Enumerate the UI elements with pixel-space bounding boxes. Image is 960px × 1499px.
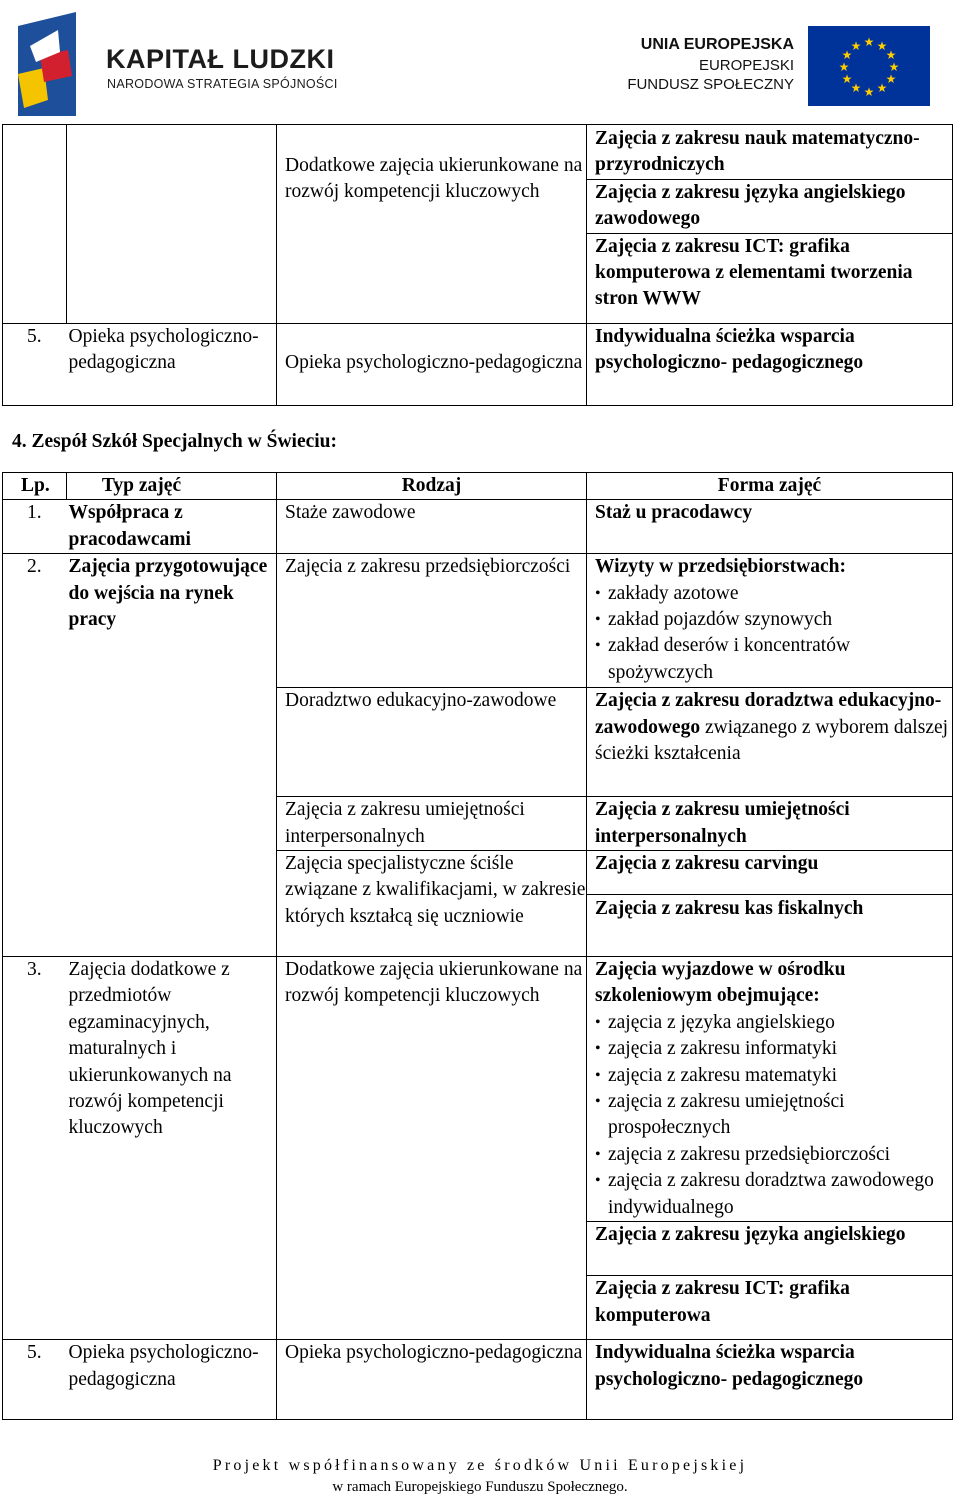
list-item: • zakład pojazdów szynowych	[595, 607, 952, 633]
table-zss-swiecie	[2, 472, 953, 1420]
typ-cell: Zajęcia przygotowujące do wejścia na rynek pracy	[67, 554, 277, 957]
forma-cell: Indywidualna ścieżka wsparcia psychologiczno- pedagogicznego	[587, 1340, 953, 1420]
list-item: • zakłady azotowe	[595, 581, 952, 607]
forma-cell	[587, 688, 953, 797]
svg-text:★: ★	[838, 60, 850, 74]
table-header-row	[3, 473, 953, 500]
forma-item: Zajęcia z zakresu ICT: grafika komputerowa z elementami tworzenia stron WWW	[587, 233, 952, 313]
forma-item: Zajęcia z zakresu carvingu	[595, 853, 819, 875]
forma-item: Zajęcia z zakresu kas fiskalnych	[587, 894, 952, 953]
rodzaj-cell: Opieka psychologiczno-pedagogiczna	[277, 1340, 587, 1420]
eu-line3: FUNDUSZ SPOŁECZNY	[627, 76, 794, 93]
typ-cell: Opieka psychologiczno-pedagogiczna	[67, 324, 277, 406]
row-number: 5.	[3, 1340, 67, 1420]
table-row	[3, 125, 953, 324]
visit-list	[595, 581, 952, 687]
eu-line2: EUROPEJSKI	[698, 57, 794, 74]
forma-item: Zajęcia z zakresu języka angielskiego zawodowego	[587, 179, 952, 233]
rodzaj-cell: Doradztwo edukacyjno-zawodowe	[277, 688, 587, 797]
list-item: • zajęcia z języka angielskiego	[595, 1010, 952, 1036]
forma-cell	[587, 125, 953, 324]
forma-title: Zajęcia wyjazdowe w ośrodku szkoleniowym obejmujące:	[595, 959, 846, 1007]
list-item: • zajęcia z zakresu umiejętności prospołecznych	[595, 1089, 952, 1142]
forma-item: Zajęcia z zakresu nauk matematyczno- przyrodniczych	[595, 128, 920, 176]
header-typ: Typ zajęć	[67, 473, 277, 500]
trip-list	[595, 1010, 952, 1221]
rodzaj-cell: Zajęcia z zakresu przedsiębiorczości	[277, 554, 587, 688]
rodzaj-cell: Zajęcia z zakresu umiejętności interpersonalnych	[277, 797, 587, 851]
list-item: • zakład deserów i koncentratów spożywczych	[595, 633, 952, 686]
list-item: • zajęcia z zakresu doradztwa zawodowego indywidualnego	[595, 1168, 952, 1221]
forma-cell: Zajęcia z zakresu umiejętności interpersonalnych	[587, 797, 953, 851]
forma-cell: Staż u pracodawcy	[587, 500, 953, 554]
typ-cell: Współpraca z pracodawcami	[67, 500, 277, 554]
table-continued	[2, 124, 953, 406]
forma-cell	[587, 957, 953, 1222]
rodzaj-cell: Staże zawodowe	[277, 500, 587, 554]
svg-text:★: ★	[885, 48, 897, 62]
table-row	[3, 957, 953, 1222]
rodzaj-cell: Dodatkowe zajęcia ukierunkowane na rozwój kompetencji kluczowych	[277, 957, 587, 1340]
rodzaj-text: Opieka psychologiczno-pedagogiczna	[285, 352, 583, 373]
eu-flag-icon	[808, 26, 930, 106]
kapital-ludzki-title: KAPITAŁ LUDZKI	[106, 44, 335, 74]
forma-bold-text: Zajęcia z zakresu doradztwa edukacyjno- zawodowego	[595, 690, 942, 738]
svg-text:★: ★	[841, 72, 853, 86]
rodzaj-cell: Zajęcia specjalistyczne ściśle związane z kwalifikacjami, w zakresie których kształcą się uczniowie	[277, 851, 587, 957]
kapital-ludzki-subtitle: NARODOWA STRATEGIA SPÓJNOŚCI	[107, 77, 338, 91]
table-row	[3, 1340, 953, 1420]
rodzaj-cell	[277, 324, 587, 406]
forma-cell: Zajęcia z zakresu języka angielskiego	[587, 1222, 953, 1276]
row-number: 2.	[3, 554, 67, 957]
svg-text:★: ★	[876, 81, 888, 95]
footer-line2: w ramach Europejskiego Funduszu Społecznego.	[332, 1479, 628, 1495]
svg-text:★: ★	[863, 85, 875, 99]
rodzaj-text: Dodatkowe zajęcia ukierunkowane na rozwój kompetencji kluczowych	[285, 155, 583, 203]
eu-title: UNIA EUROPEJSKA	[640, 36, 794, 53]
row-number: 3.	[3, 957, 67, 1340]
table-row	[3, 324, 953, 406]
kapital-ludzki-logo	[14, 12, 80, 116]
list-item: • zajęcia z zakresu przedsiębiorczości	[595, 1142, 952, 1168]
kapital-ludzki-emblem-icon	[14, 12, 80, 116]
forma-cell: Indywidualna ścieżka wsparcia psychologiczno- pedagogicznego	[587, 324, 953, 406]
rodzaj-cell	[277, 125, 587, 324]
eu-flag	[808, 26, 930, 106]
svg-text:★: ★	[876, 39, 888, 53]
section-title: 4. Zespół Szkół Specjalnych w Świeciu:	[12, 431, 338, 452]
header-forma: Forma zajęć	[587, 473, 953, 500]
list-item: • zajęcia z zakresu matematyki	[595, 1063, 952, 1089]
table-row	[3, 554, 953, 688]
list-item: • zajęcia z zakresu informatyki	[595, 1036, 952, 1062]
forma-cell	[587, 851, 953, 957]
svg-text:★: ★	[850, 81, 862, 95]
row-number: 1.	[3, 500, 67, 554]
header-lp: Lp.	[3, 473, 67, 500]
typ-cell: Opieka psychologiczno-pedagogiczna	[67, 1340, 277, 1420]
svg-text:★: ★	[841, 48, 853, 62]
forma-cell	[587, 554, 953, 688]
svg-text:★: ★	[850, 39, 862, 53]
row-number: 5.	[3, 324, 67, 406]
table-row	[3, 500, 953, 554]
svg-text:★: ★	[863, 35, 875, 49]
typ-cell: Zajęcia dodatkowe z przedmiotów egzaminacyjnych, maturalnych i ukierunkowanych na rozwój kompetencji kluczowych	[67, 957, 277, 1340]
forma-rest-text: związanego z wyborem dalszej ścieżki kształcenia	[595, 716, 949, 765]
footer-line1: Projekt współfinansowany ze środków Unii Europejskiej	[212, 1457, 748, 1474]
forma-cell: Zajęcia z zakresu ICT: grafika komputerowa	[587, 1276, 953, 1340]
svg-text:★: ★	[885, 72, 897, 86]
header-rodzaj: Rodzaj	[277, 473, 587, 500]
svg-text:★: ★	[888, 60, 900, 74]
forma-title: Wizyty w przedsiębiorstwach:	[595, 556, 846, 578]
